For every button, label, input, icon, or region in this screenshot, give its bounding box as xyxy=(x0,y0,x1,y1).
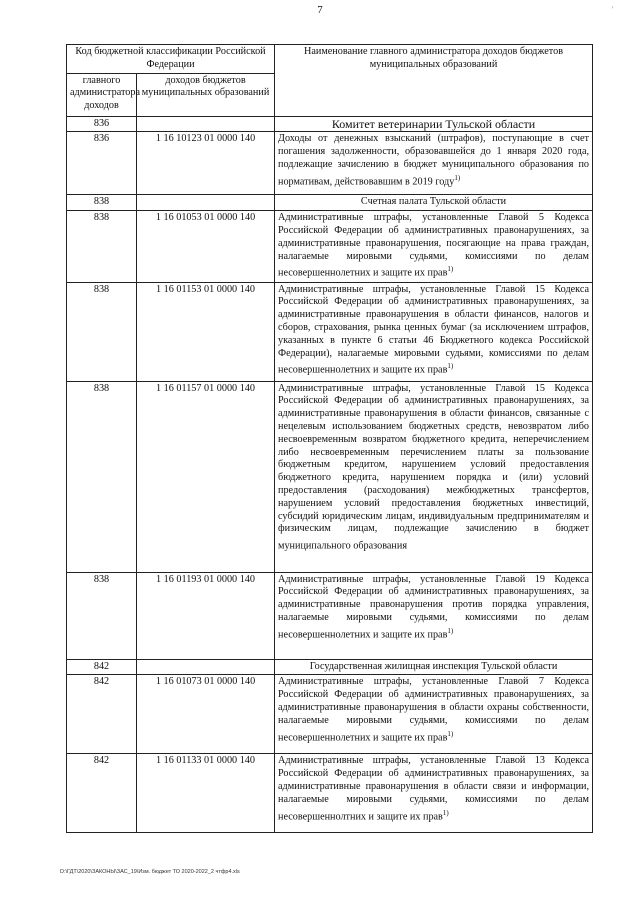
section-header-row xyxy=(67,659,593,675)
section-admin-name: Комитет ветеринарии Тульской области xyxy=(275,116,593,132)
description-cell xyxy=(275,132,593,195)
description-cell xyxy=(275,572,593,659)
description-text: Административные штрафы, установленные Главой 19 Кодекса Российской Федерации об административных правонарушениях, за административные правонарушения против порядка управления, налагаемые мировыми судьями, комиссиями по делам несовершеннолетних и защите их прав xyxy=(278,573,590,641)
footnote-mark: 1) xyxy=(447,362,454,371)
footnote-mark: 1) xyxy=(454,173,461,182)
section-header-row xyxy=(67,195,593,211)
description-text: Административные штрафы, установленные Главой 13 Кодекса Российской Федерации об административных правонарушениях, за административные правонарушения в области связи и информации, налагаемые мировыми судьями, комиссиями по делам несовершеннолтних и защите их прав xyxy=(278,755,590,822)
admin-code-cell: 838 xyxy=(67,572,137,659)
section-header-row xyxy=(67,116,593,132)
footnote-mark: 1) xyxy=(447,265,454,274)
kbk-code-cell: 1 16 01053 01 0000 140 xyxy=(137,211,275,282)
description-cell xyxy=(275,754,593,833)
table-row xyxy=(67,381,593,572)
footnote-mark: 1) xyxy=(447,729,454,738)
section-empty-cell xyxy=(137,116,275,132)
description-cell xyxy=(275,282,593,381)
kbk-code-cell: 1 16 01193 01 0000 140 xyxy=(137,572,275,659)
description-cell xyxy=(275,381,593,572)
section-empty-cell xyxy=(137,195,275,211)
table-row xyxy=(67,282,593,381)
section-admin-name: Государственная жилищная инспекция Тульской области xyxy=(275,659,593,675)
footer-file-path: D:\ГДТ\2020\ЗАКОНЫ\ЗАС_19\Изм. бюджет ТО 2020-2022_2 чтфр4.xls xyxy=(60,869,240,875)
revenue-header: доходов бюджетов муниципальных образований xyxy=(137,73,275,116)
table-row xyxy=(67,572,593,659)
description-text: Административные штрафы, установленные Главой 15 Кодекса Российской Федерации об административных правонарушениях, за административные правонарушения в области финансов, связанные с нецелевым использованием бюджетных средств, невозвратом либо несвоевременным возвратом бюджетного кредита, неперечислением либо несвоевременным перечислением платы за пользование бюджетным кредитом, нарушением условий предоставления бюджетного кредита, нарушением порядка и (или) условий предоставления (расходования) межбюджетных трансфертов, нарушением условий предоставления бюджетных инвестиций, субсидий юридическим лицам, индивидуальным предпринимателям и физическим лицам, подлежащие зачислению в бюджет муниципального образования xyxy=(278,382,590,552)
page-number: 7 xyxy=(317,4,323,16)
description-cell xyxy=(275,675,593,754)
description-text: Доходы от денежных взысканий (штрафов), поступающие в счет погашения задолженности, образовавшейся до 1 января 2020 года, подлежащие зачислению в бюджет муниципального образования по нормативам, действовавшим в 2019 году xyxy=(278,133,590,188)
header-row-1 xyxy=(67,45,593,74)
budget-table xyxy=(66,44,593,833)
kbk-code-cell: 1 16 01133 01 0000 140 xyxy=(137,754,275,833)
scan-mark: ' xyxy=(612,5,614,14)
kbk-code-cell: 1 16 01157 01 0000 140 xyxy=(137,381,275,572)
admin-code-cell: 842 xyxy=(67,675,137,754)
admin-code-cell: 838 xyxy=(67,381,137,572)
description-text: Административные штрафы, установленные Главой 5 Кодекса Российской Федерации об административных правонарушениях, за административные правонарушения, посягающие на права граждан, налагаемые мировыми судьями, комиссиями по делам несовершеннолетних и защите их прав xyxy=(278,212,590,279)
admin-code-cell: 838 xyxy=(67,211,137,282)
section-empty-cell xyxy=(137,659,275,675)
table-body xyxy=(67,116,593,833)
kbk-code-cell: 1 16 01073 01 0000 140 xyxy=(137,675,275,754)
section-admin-name: Счетная палата Тульской области xyxy=(275,195,593,211)
footnote-mark: 1) xyxy=(442,808,449,817)
admin-code-cell: 842 xyxy=(67,754,137,833)
kbk-code-cell: 1 16 01153 01 0000 140 xyxy=(137,282,275,381)
section-admin-code: 836 xyxy=(67,116,137,132)
footnote-mark: 1) xyxy=(447,626,454,635)
table-row xyxy=(67,211,593,282)
admin-name-header: Наименование главного администратора доходов бюджетов муниципальных образований xyxy=(275,45,593,117)
table-row xyxy=(67,754,593,833)
chief-admin-header: главного администратора доходов xyxy=(67,73,137,116)
description-text: Административные штрафы, установленные Главой 7 Кодекса Российской Федерации об административных правонарушениях, за административные правонарушения в области охраны собственности, налагаемые мировыми судьями, комиссиями по делам несовершеннолетних и защите их прав xyxy=(278,676,590,743)
section-admin-code: 842 xyxy=(67,659,137,675)
admin-code-cell: 838 xyxy=(67,282,137,381)
kbk-header: Код бюджетной классификации Российской Федерации xyxy=(67,45,275,74)
table-row xyxy=(67,132,593,195)
admin-code-cell: 836 xyxy=(67,132,137,195)
section-admin-code: 838 xyxy=(67,195,137,211)
description-text: Административные штрафы, установленные Главой 15 Кодекса Российской Федерации об административных правонарушениях, за административные правонарушения в области финансов, налогов и сборов, страхования, рынка ценных бумаг (за исключением штрафов, указанных в пункте 6 статьи 46 Бюджетного кодекса Российской Федерации), налагаемые мировыми судьями, комиссиями по делам несовершеннолетних и защите их прав xyxy=(278,283,590,376)
table-row xyxy=(67,675,593,754)
kbk-code-cell: 1 16 10123 01 0000 140 xyxy=(137,132,275,195)
description-cell xyxy=(275,211,593,282)
